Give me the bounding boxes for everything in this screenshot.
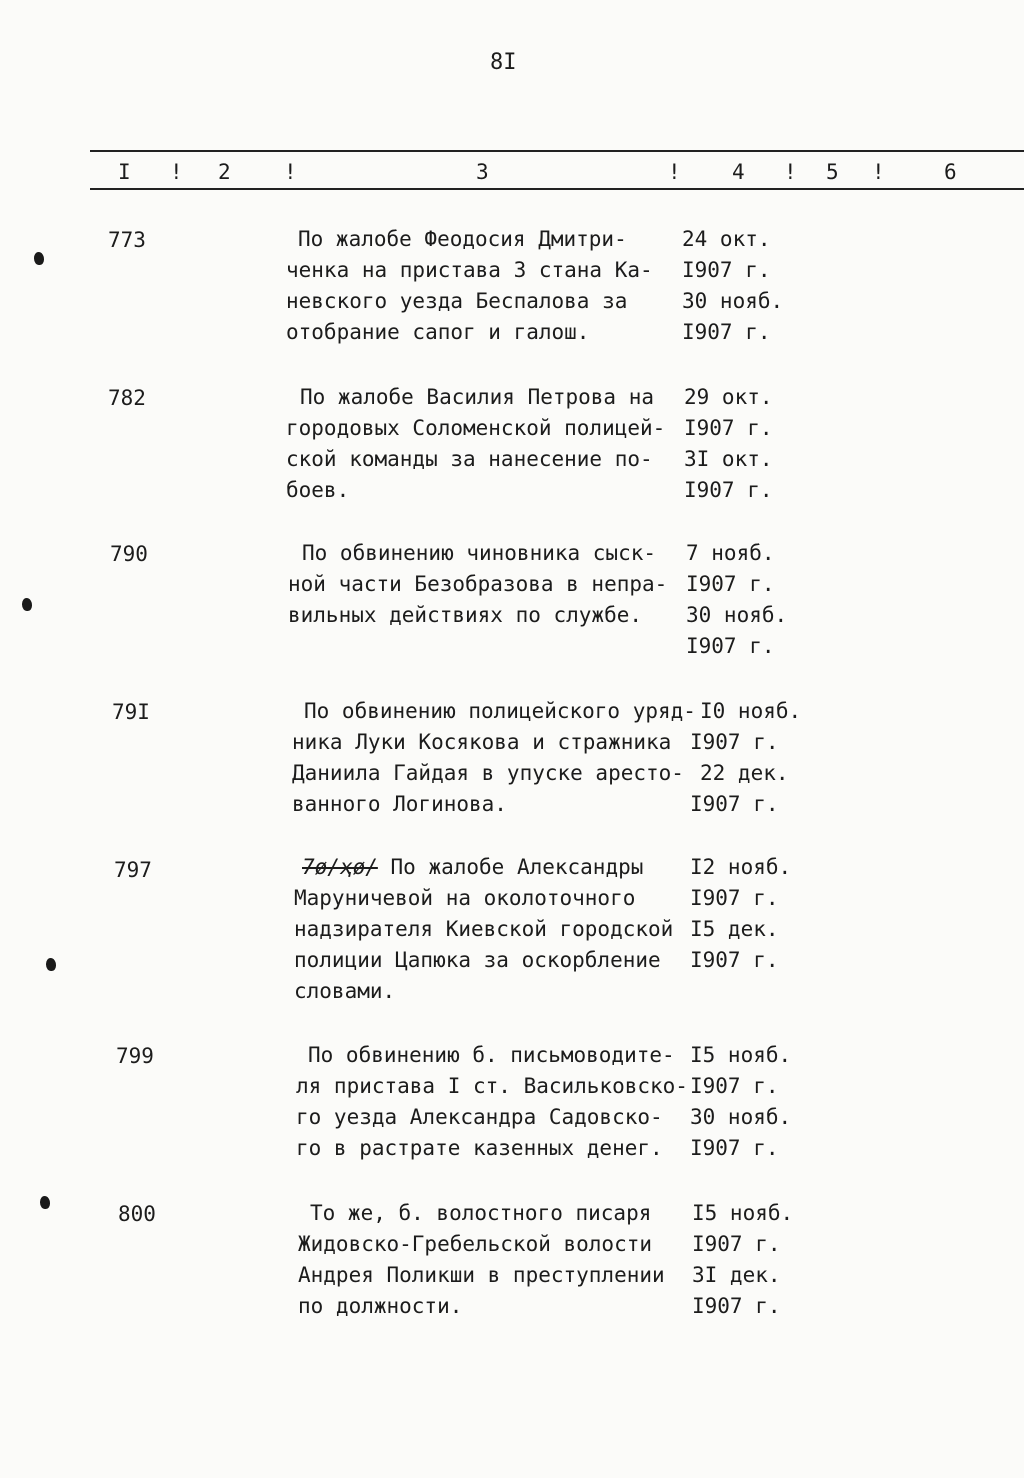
description-line: надзирателя Киевской городской: [294, 917, 674, 941]
struck-out-text: 7ø/ҳø/: [302, 855, 378, 879]
description-line: го в растрате казенных денег.: [296, 1136, 663, 1160]
col-header-3: 3: [476, 160, 489, 184]
date-end: 30 нояб.: [682, 289, 784, 313]
date-end-year: I907 г.: [686, 634, 775, 658]
date-start-year: I907 г.: [690, 730, 779, 754]
col-header-2: 2: [218, 160, 231, 184]
date-start-year: I907 г.: [692, 1232, 781, 1256]
col-separator: !: [668, 160, 681, 184]
case-description: [288, 538, 708, 662]
description-line: По жалобе Василия Петрова на: [300, 385, 655, 409]
description-line: ника Луки Косякова и стражника: [292, 730, 672, 754]
date-start-year: I907 г.: [682, 258, 771, 282]
date-end: 30 нояб.: [686, 603, 788, 627]
date-end: 3I дек.: [692, 1263, 781, 1287]
date-end: 30 нояб.: [690, 1105, 792, 1129]
date-start: I5 нояб.: [690, 1043, 792, 1067]
date-end-year: I907 г.: [684, 478, 773, 502]
date-start: I2 нояб.: [690, 855, 792, 879]
description-line: го уезда Александра Садовско-: [296, 1105, 663, 1129]
date-start: 24 окт.: [682, 227, 771, 251]
date-start-year: I907 г.: [690, 886, 779, 910]
case-number: 800: [118, 1202, 156, 1226]
page-number: 8I: [490, 50, 517, 75]
col-header-6: 6: [944, 160, 957, 184]
case-dates: [690, 1040, 820, 1164]
case-dates: [686, 538, 816, 662]
description-line: По обвинению б. письмоводите-: [308, 1043, 675, 1067]
description-line: ской команды за нанесение по-: [286, 447, 653, 471]
date-end-year: I907 г.: [692, 1294, 781, 1318]
date-start-year: I907 г.: [686, 572, 775, 596]
margin-ink-mark: [34, 252, 44, 265]
case-dates: [682, 224, 812, 348]
case-description: [296, 1040, 716, 1164]
date-end: 22 дек.: [700, 761, 789, 785]
case-description: [292, 696, 712, 820]
description-line: ной части Безобразова в непра-: [288, 572, 668, 596]
description-line: [294, 852, 714, 883]
case-number: 782: [108, 386, 146, 410]
description-line: ванного Логинова.: [292, 792, 507, 816]
description-line: полиции Цапюка за оскорбление: [294, 948, 661, 972]
margin-ink-mark: [40, 1196, 50, 1209]
case-description: [298, 1198, 718, 1322]
date-end-year: I907 г.: [690, 792, 779, 816]
description-line: По жалобе Феодосия Дмитри-: [298, 227, 627, 251]
description-line: Андрея Поликши в преступлении: [298, 1263, 665, 1287]
col-separator: !: [784, 160, 797, 184]
description-line: Жидовско-Гребельской волости: [298, 1232, 653, 1256]
col-separator: !: [170, 160, 183, 184]
col-separator: !: [284, 160, 297, 184]
table-top-rule: [90, 150, 1024, 152]
case-description: [294, 852, 714, 1007]
col-header-4: 4: [732, 160, 745, 184]
description-line: ченка на пристава 3 стана Ка-: [286, 258, 653, 282]
case-number: 79I: [112, 700, 150, 724]
date-start-year: I907 г.: [684, 416, 773, 440]
date-end-year: I907 г.: [690, 948, 779, 972]
description-line: [288, 631, 708, 662]
description-line: словами.: [294, 979, 396, 1003]
margin-ink-mark: [22, 598, 32, 611]
description-line: по должности.: [298, 1294, 463, 1318]
description-line: По обвинению чиновника сыск-: [302, 541, 657, 565]
date-start: 7 нояб.: [686, 541, 775, 565]
col-header-5: 5: [826, 160, 839, 184]
description-line: То же, б. волостного писаря: [310, 1201, 652, 1225]
case-number: 773: [108, 228, 146, 252]
description-line: боев.: [286, 478, 350, 502]
case-number: 797: [114, 858, 152, 882]
col-header-1: I: [118, 160, 131, 184]
description-line: невского уезда Беспалова за: [286, 289, 628, 313]
description-line: По обвинению полицейского уряд-: [304, 699, 696, 723]
case-number: 799: [116, 1044, 154, 1068]
description-line: вильных действиях по службе.: [288, 603, 643, 627]
date-end: 3I окт.: [684, 447, 773, 471]
description-line: ля пристава I ст. Васильковско-: [296, 1074, 688, 1098]
margin-ink-mark: [46, 958, 56, 971]
date-end-year: I907 г.: [682, 320, 771, 344]
case-dates: [692, 1198, 822, 1322]
case-description: [286, 382, 706, 506]
table-header-rule: [90, 188, 1024, 190]
description-line: Маруничевой на околоточного: [294, 886, 636, 910]
case-description: [286, 224, 706, 348]
case-dates: [690, 696, 820, 820]
col-separator: !: [872, 160, 885, 184]
date-start-year: I907 г.: [690, 1074, 779, 1098]
description-line: отобрание сапог и галош.: [286, 320, 590, 344]
case-number: 790: [110, 542, 148, 566]
description-line: Даниила Гайдая в упуске аресто-: [292, 761, 684, 785]
case-dates: [690, 852, 820, 976]
date-start: I5 нояб.: [692, 1201, 794, 1225]
date-end-year: I907 г.: [690, 1136, 779, 1160]
date-end: I5 дек.: [690, 917, 779, 941]
date-start: I0 нояб.: [700, 699, 802, 723]
description-line: городовых Соломенской полицей-: [286, 416, 666, 440]
date-start: 29 окт.: [684, 385, 773, 409]
case-dates: [684, 382, 814, 506]
description-line-text: По жалобе Александры: [390, 855, 644, 879]
